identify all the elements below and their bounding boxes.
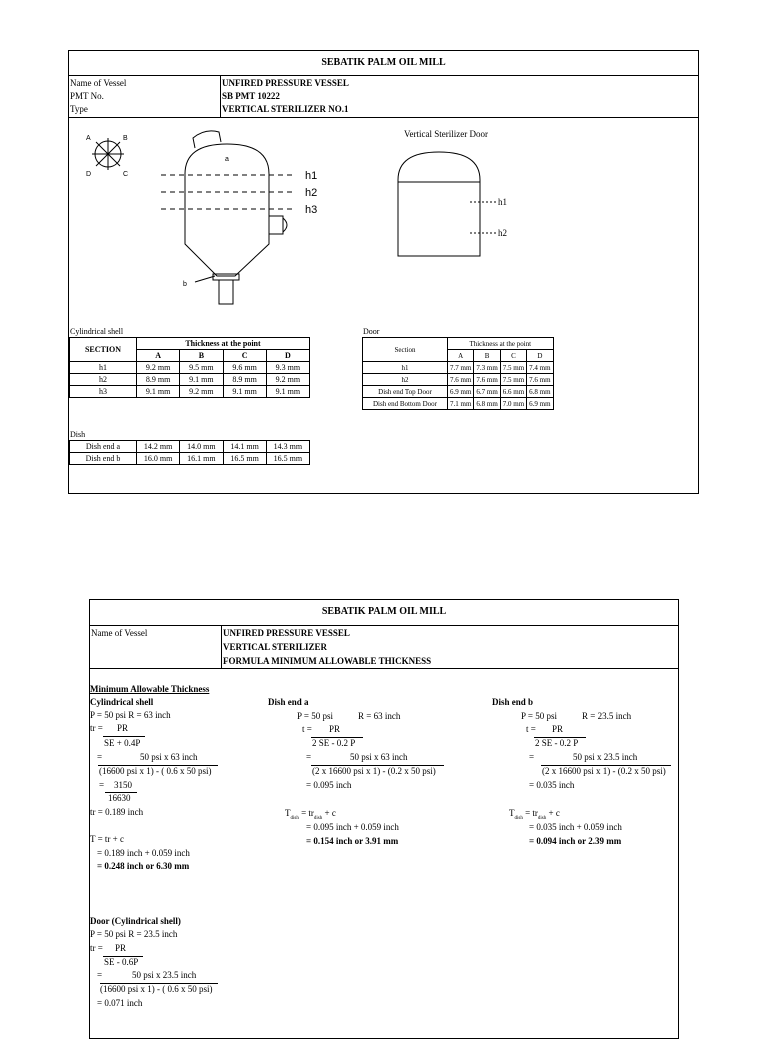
cell: 9.1 mm: [180, 374, 223, 386]
cell: 9.1 mm: [223, 386, 266, 398]
cell: 6.7 mm: [474, 386, 500, 398]
dish-b-den1: 2 SE - 0.2 P: [535, 738, 579, 748]
divider: [68, 75, 699, 76]
info-value: UNFIRED PRESSURE VESSEL: [222, 78, 349, 88]
divider: [221, 625, 222, 668]
cell: 6.8 mm: [474, 398, 500, 410]
row-name: h1: [363, 362, 448, 374]
cell: 6.9 mm: [527, 398, 553, 410]
cyl-eq: =: [99, 780, 105, 790]
cyl-den1: SE + 0.4P: [104, 738, 141, 748]
cell: 7.5 mm: [500, 374, 526, 386]
dish-b-title: Dish end b: [492, 697, 534, 707]
cell: 7.7 mm: [448, 362, 474, 374]
door-label: Door: [363, 327, 380, 336]
cell: 6.9 mm: [448, 386, 474, 398]
dish-a-r: R = 63 inch: [358, 711, 401, 721]
cell: 8.9 mm: [137, 374, 180, 386]
cell: 6.6 mm: [500, 386, 526, 398]
info-label: Type: [70, 104, 88, 114]
door-eq: =: [97, 970, 103, 980]
table-row: [70, 453, 310, 465]
door-diagram-title: Vertical Sterilizer Door: [404, 129, 488, 139]
cylindrical-shell-label: Cylindrical shell: [70, 327, 124, 336]
cell: 7.6 mm: [474, 374, 500, 386]
row-name: h1: [70, 362, 137, 374]
dish-b-T-pre: T: [509, 808, 515, 818]
door-table: [362, 337, 554, 410]
cell: 16.5 mm: [223, 453, 266, 465]
cyl-num1: PR: [117, 723, 129, 733]
door-tr: tr =: [90, 943, 103, 953]
dish-a-den2: (2 x 16600 psi x 1) - (0.2 x 50 psi): [312, 766, 436, 776]
dish-a-num2: 50 psi x 63 inch: [350, 752, 408, 762]
dish-a-sum: = 0.095 inch + 0.059 inch: [306, 822, 399, 832]
dish-b-T-mid: = tr: [522, 808, 538, 818]
dish-a-final: = 0.154 inch or 3.91 mm: [306, 836, 399, 846]
dish-a-T-sub2: dish: [313, 815, 323, 821]
cell: 7.6 mm: [527, 374, 553, 386]
compass-label-c: C: [123, 171, 129, 178]
cell: 7.3 mm: [474, 362, 500, 374]
cyl-den2: (16600 psi x 1) - ( 0.6 x 50 psi): [99, 766, 212, 776]
divider: [68, 117, 699, 118]
door-given: P = 50 psi R = 23.5 inch: [90, 929, 178, 939]
compass-label-a: A: [86, 135, 91, 142]
cell: 9.2 mm: [137, 362, 180, 374]
col-header: B: [474, 350, 500, 362]
vessel-label-h2: h2: [305, 187, 318, 199]
dish-b-num1: PR: [552, 724, 564, 734]
compass-label-b: B: [123, 135, 128, 142]
row-name: Dish end b: [70, 453, 137, 465]
info-label: Name of Vessel: [70, 78, 127, 88]
dish-a-res: = 0.095 inch: [306, 780, 352, 790]
dish-b-eq: =: [529, 752, 535, 762]
col-header: D: [266, 350, 309, 362]
cell: 7.1 mm: [448, 398, 474, 410]
cell: 7.5 mm: [500, 362, 526, 374]
cell: 16.5 mm: [266, 453, 309, 465]
info-label: PMT No.: [70, 91, 104, 101]
cyl-num3: 3150: [114, 780, 132, 790]
cell: 6.8 mm: [527, 386, 553, 398]
row-name: Dish end Bottom Door: [363, 398, 448, 410]
compass-label-d: D: [86, 171, 92, 178]
thickness-header: Thickness at the point: [448, 338, 554, 350]
dish-a-T-pre: T: [285, 808, 291, 818]
cell: 14.1 mm: [223, 441, 266, 453]
dish-a-T-post: + c: [322, 808, 336, 818]
col-header: A: [448, 350, 474, 362]
cell: 9.3 mm: [266, 362, 309, 374]
cell: 9.1 mm: [266, 386, 309, 398]
cell: 7.4 mm: [527, 362, 553, 374]
table-row: [363, 398, 554, 410]
divider: [220, 75, 221, 117]
cell: 9.2 mm: [266, 374, 309, 386]
table-row: [363, 362, 554, 374]
door-title: Door (Cylindrical shell): [90, 916, 181, 926]
dish-table: [69, 440, 310, 465]
cell: 8.9 mm: [223, 374, 266, 386]
door-num2: 50 psi x 23.5 inch: [132, 970, 197, 980]
dish-b-r: R = 23.5 inch: [582, 711, 632, 721]
dish-a-den1: 2 SE - 0.2 P: [312, 738, 356, 748]
col-header: D: [527, 350, 553, 362]
cyl-den3: 16630: [108, 793, 131, 803]
sheet-title: SEBATIK PALM OIL MILL: [321, 57, 446, 68]
cyl-eq: =: [97, 752, 103, 762]
table-row: [363, 374, 554, 386]
sheet-title: SEBATIK PALM OIL MILL: [321, 606, 447, 617]
dish-a-T-sub: dish: [290, 815, 299, 821]
cell: 16.1 mm: [180, 453, 223, 465]
name-label: Name of Vessel: [91, 628, 148, 638]
dish-a-title: Dish end a: [268, 697, 309, 707]
door-label-h1: h1: [498, 197, 507, 207]
cell: 14.0 mm: [180, 441, 223, 453]
dish-b-T-sub2: dish: [537, 815, 547, 821]
col-header: C: [500, 350, 526, 362]
dish-a-t: t =: [302, 724, 312, 734]
cyl-final: = 0.248 inch or 6.30 mm: [97, 861, 190, 871]
info-value: VERTICAL STERILIZER NO.1: [222, 104, 349, 114]
section-header: SECTION: [70, 338, 137, 362]
cyl-title: Cylindrical shell: [90, 697, 154, 707]
cyl-T: T = tr + c: [90, 834, 124, 844]
door-den1: SE - 0.6P: [104, 957, 139, 967]
cell: 9.1 mm: [137, 386, 180, 398]
info-value: FORMULA MINIMUM ALLOWABLE THICKNESS: [223, 656, 432, 666]
col-header: C: [223, 350, 266, 362]
vessel-label-b: b: [183, 281, 187, 288]
cell: 14.3 mm: [266, 441, 309, 453]
table-row: [70, 441, 310, 453]
cyl-res-tr: tr = 0.189 inch: [90, 807, 144, 817]
table-row: [70, 374, 310, 386]
dish-b-T-sub: dish: [514, 815, 523, 821]
divider: [89, 668, 679, 669]
cell: 9.5 mm: [180, 362, 223, 374]
dish-b-num2: 50 psi x 23.5 inch: [573, 752, 638, 762]
cyl-given: P = 50 psi R = 63 inch: [90, 710, 171, 720]
cell: 16.0 mm: [137, 453, 180, 465]
dish-b-sum: = 0.035 inch + 0.059 inch: [529, 822, 622, 832]
dish-b-final: = 0.094 inch or 2.39 mm: [529, 836, 622, 846]
vessel-label-h3: h3: [305, 204, 318, 216]
vessel-label-a: a: [225, 156, 229, 163]
cyl-num2: 50 psi x 63 inch: [140, 752, 198, 762]
cell: 9.2 mm: [180, 386, 223, 398]
table-row: [70, 362, 310, 374]
dish-b-t: t =: [526, 724, 536, 734]
cyl-tr: tr =: [90, 723, 103, 733]
fraction-bar: [103, 736, 145, 737]
dish-b-T-post: + c: [546, 808, 560, 818]
divider: [89, 625, 679, 626]
info-value: VERTICAL STERILIZER: [223, 642, 327, 652]
row-name: h2: [70, 374, 137, 386]
table-row: [363, 386, 554, 398]
dish-a-num1: PR: [329, 724, 341, 734]
info-value: SB PMT 10222: [222, 91, 280, 101]
vessel-label-h1: h1: [305, 170, 318, 182]
dish-a-T-mid: = tr: [298, 808, 314, 818]
cylindrical-shell-table: [69, 337, 310, 398]
vessel-diagram: [155, 126, 335, 308]
dish-a-p: P = 50 psi: [297, 711, 333, 721]
cell: 14.2 mm: [137, 441, 180, 453]
door-num1: PR: [115, 943, 127, 953]
cyl-sum: = 0.189 inch + 0.059 inch: [97, 848, 190, 858]
thickness-header: Thickness at the point: [137, 338, 310, 350]
compass-diagram: [82, 130, 132, 178]
door-den2: (16600 psi x 1) - ( 0.6 x 50 psi): [100, 984, 213, 994]
col-header: B: [180, 350, 223, 362]
section-heading: Minimum Allowable Thickness: [90, 684, 210, 694]
dish-b-res: = 0.035 inch: [529, 780, 575, 790]
door-label-h2: h2: [498, 228, 507, 238]
table-row: [70, 386, 310, 398]
dish-b-p: P = 50 psi: [521, 711, 557, 721]
dish-label: Dish: [70, 430, 86, 439]
cell: 7.6 mm: [448, 374, 474, 386]
door-res: = 0.071 inch: [97, 998, 143, 1008]
dish-b-den2: (2 x 16600 psi x 1) - (0.2 x 50 psi): [542, 766, 666, 776]
col-header: A: [137, 350, 180, 362]
row-name: Dish end Top Door: [363, 386, 448, 398]
cell: 9.6 mm: [223, 362, 266, 374]
row-name: Dish end a: [70, 441, 137, 453]
dish-a-eq: =: [306, 752, 312, 762]
info-value: UNFIRED PRESSURE VESSEL: [223, 628, 350, 638]
row-name: h3: [70, 386, 137, 398]
row-name: h2: [363, 374, 448, 386]
door-diagram: [394, 146, 524, 260]
section-header: Section: [363, 338, 448, 362]
cell: 7.0 mm: [500, 398, 526, 410]
